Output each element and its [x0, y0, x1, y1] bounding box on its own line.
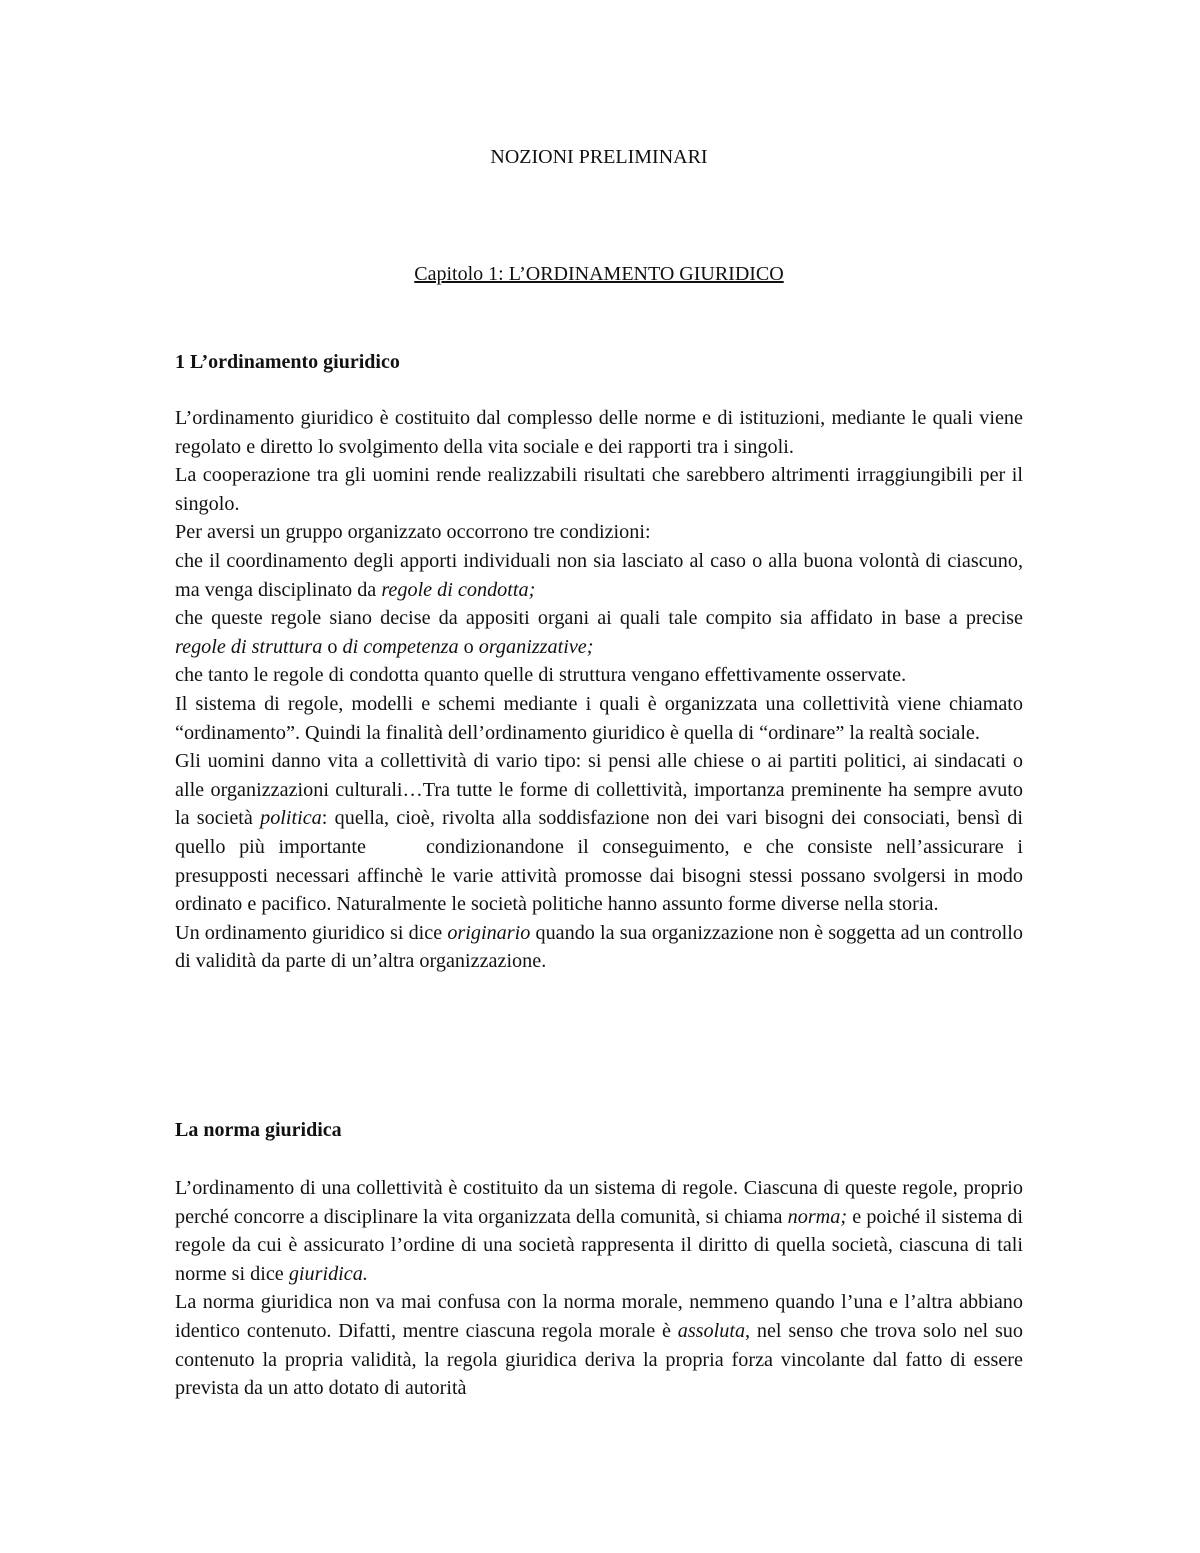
- text-run: che il coordinamento degli apporti individuali non sia lasciato al caso o alla buona volontà di ciascuno, ma venga disciplinato da: [175, 549, 1023, 601]
- text-run: condizionandone il conseguimento, e che consiste nell’assicurare i presupposti necessari affinchè le varie attività promosse dai bisogni stessi possano svolgersi in modo ordinato e pacifico. Naturalmente le società politiche hanno assunto forme diverse nella storia.: [175, 835, 1023, 916]
- paragraph: [175, 604, 1023, 661]
- paragraph: Il sistema di regole, modelli e schemi mediante i quali è organizzata una collettività viene chiamato “ordinamento”. Quindi la finalità dell’ordinamento giuridico è quella di “ordinare” la realtà sociale.: [175, 692, 1023, 744]
- paragraph: L’ordinamento giuridico è costituito dal complesso delle norme e di istituzioni, mediante le quali viene regolato e diretto lo svolgimento della vita sociale e dei rapporti tra i singoli.: [175, 407, 1023, 458]
- section-body-norma: [175, 1174, 1023, 1403]
- italic-term: politica: [260, 807, 322, 830]
- text-run: , nel senso che trova solo nel suo contenuto la propria validità, la regola giuridica deriva la propria forza vincolante dal fatto di essere prevista da un atto dotato di autorità: [175, 1319, 1023, 1400]
- text-run: che queste regole siano decise da appositi organi ai quali tale compito sia affidato in base a precise: [175, 607, 1023, 630]
- text-run: e poiché il sistema di regole da cui è assicurato l’ordine di una società rappresenta il diritto di quella società, ciascuna di tali norme si dice: [175, 1205, 1023, 1285]
- italic-term: regole di condotta;: [381, 578, 536, 601]
- text-run: Gli uomini danno vita a collettività di vario tipo: si pensi alle chiese o ai partiti politici, ai sindacati o alle organizzazioni culturali…Tra tutte le forme di collettività, importanza preminente ha sempre avuto la società: [175, 750, 1023, 830]
- document-title: NOZIONI PRELIMINARI: [490, 146, 708, 168]
- paragraph: [175, 1174, 1023, 1288]
- paragraph: che tanto le regole di condotta quanto quelle di struttura vengano effettivamente osservate.: [175, 664, 907, 687]
- italic-term: assoluta: [677, 1319, 746, 1342]
- paragraph: [175, 919, 1023, 976]
- text-run: o: [322, 635, 343, 658]
- paragraph: [175, 747, 1023, 919]
- paragraph: Per aversi un gruppo organizzato occorrono tre condizioni:: [175, 521, 651, 544]
- text-run: L’ordinamento di una collettività è costituito da un sistema di regole. Ciascuna di queste regole, proprio perché concorre a disciplinare la vita organizzata della comunità, si chiama: [175, 1177, 1023, 1228]
- paragraph: [175, 1288, 1023, 1402]
- paragraph: [175, 547, 1023, 604]
- italic-term: di competenza: [342, 635, 459, 658]
- paragraph: La cooperazione tra gli uomini rende realizzabili risultati che sarebbero altrimenti irraggiungibili per il singolo.: [175, 464, 1023, 515]
- italic-term: giuridica.: [288, 1262, 368, 1285]
- italic-term: originario: [447, 921, 531, 944]
- text-run: : quella, cioè, rivolta alla soddisfazione non dei vari bisogni dei consociati, bensì di quello più importante: [175, 807, 1023, 858]
- italic-term: norma;: [787, 1205, 848, 1228]
- text-run: o: [458, 635, 479, 658]
- section-heading-ordinamento: 1 L’ordinamento giuridico: [175, 351, 400, 373]
- text-run: Un ordinamento giuridico si dice: [175, 921, 448, 944]
- text-run: quando la sua organizzazione non è soggetta ad un controllo di validità da parte di un’altra organizzazione.: [175, 921, 1023, 973]
- text-run: La norma giuridica non va mai confusa con la norma morale, nemmeno quando l’una e l’altra abbiano identico contenuto. Difatti, mentre ciascuna regola morale è: [175, 1291, 1023, 1342]
- italic-term: organizzative;: [478, 635, 594, 658]
- section-heading-norma: La norma giuridica: [175, 1119, 342, 1141]
- italic-term: regole di struttura: [175, 635, 323, 658]
- chapter-title: Capitolo 1: L’ORDINAMENTO GIURIDICO: [414, 263, 784, 285]
- section-body-ordinamento: [175, 404, 1023, 976]
